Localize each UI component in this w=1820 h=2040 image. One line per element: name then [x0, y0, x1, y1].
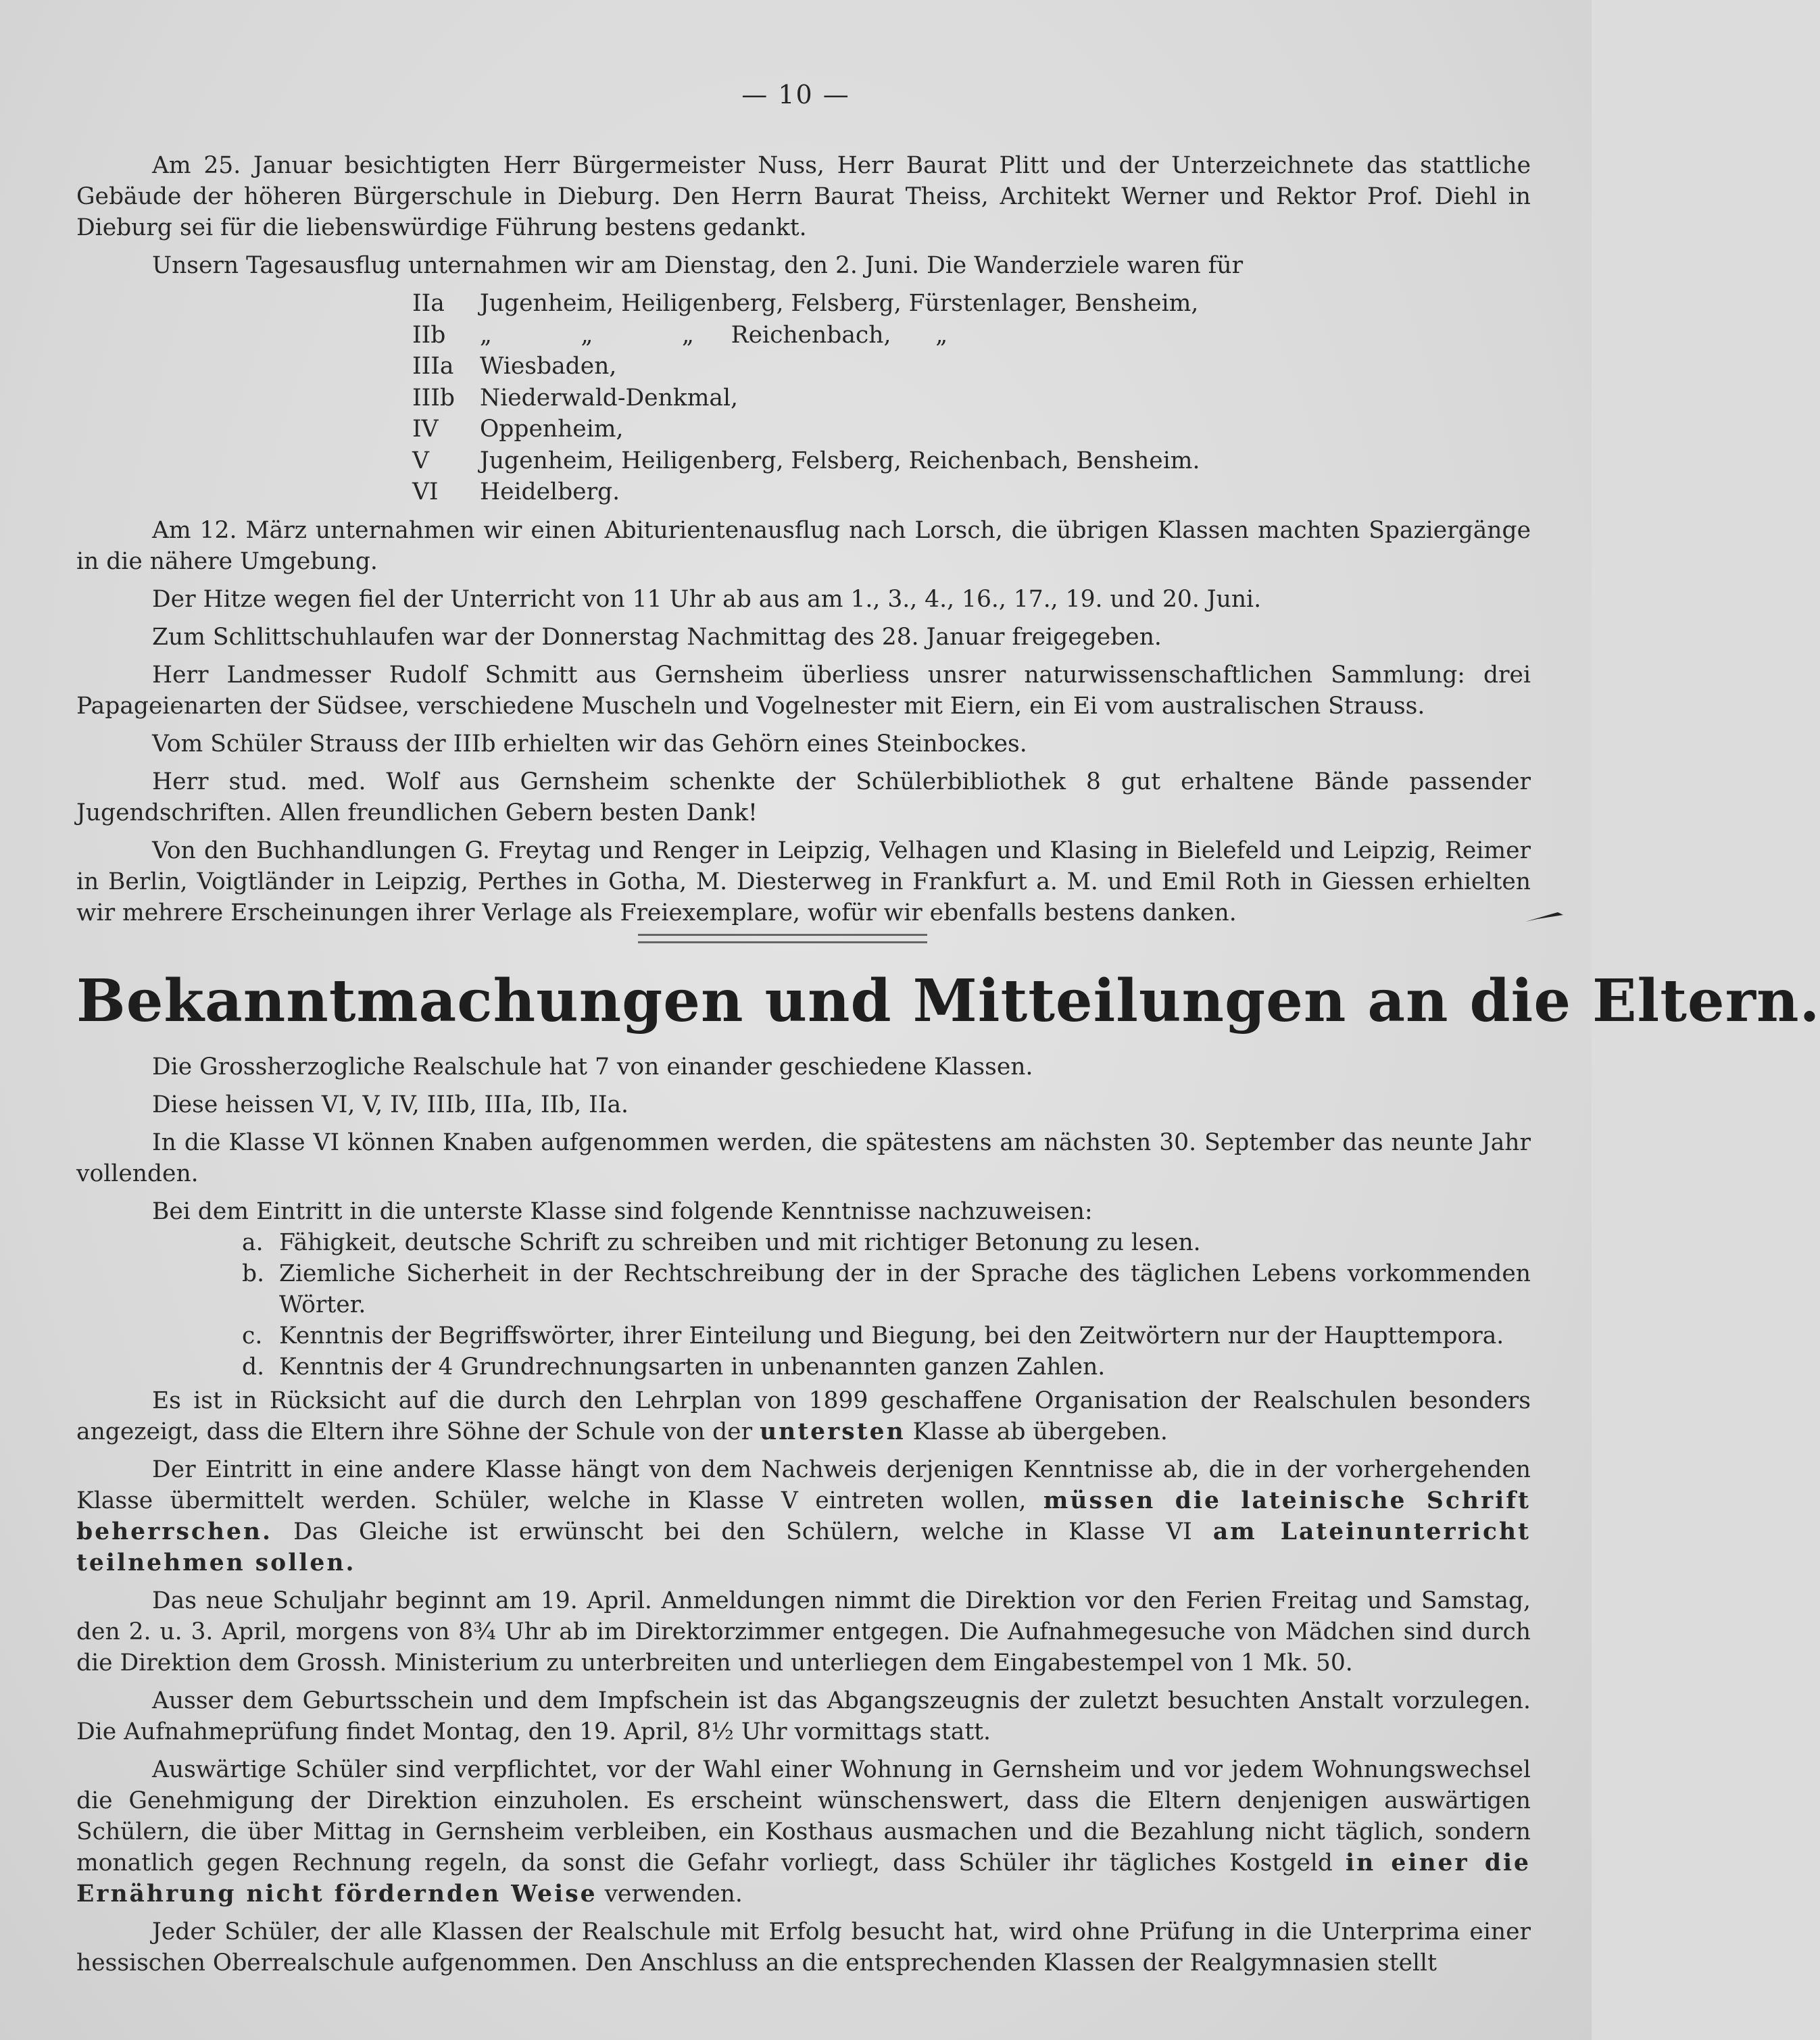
page-number: — 10 —: [741, 80, 850, 109]
paragraph-donation-collection: Herr Landmesser Rudolf Schmitt aus Gernsheim überliess unsrer naturwissenschaftlichen Sammlung: drei Papageienarten der Südsee, verschiedene Muscheln und Vogelnester mit Eiern, ein Ei vom australischen Strauss.: [76, 661, 1531, 720]
requirement-label: d.: [242, 1353, 265, 1380]
trip-class: IIIa: [412, 353, 454, 380]
paragraph-other-class-entry: [76, 1454, 1531, 1578]
text-run: Klasse ab übergeben.: [912, 1418, 1168, 1445]
paragraph-external-students: [76, 1754, 1531, 1910]
paragraph-abitur-trip: Am 12. März unternahmen wir einen Abiturientenausflug nach Lorsch, die übrigen Klassen machten Spaziergänge in die nähere Umgebung.: [76, 516, 1531, 575]
paragraph-requirements-intro: Bei dem Eintritt in die unterste Klasse sind folgende Kenntnisse nachzuweisen:: [152, 1198, 1093, 1225]
requirement-label: a.: [242, 1229, 264, 1256]
emphasis-text: in einer die Ernährung nicht fördernden Weise: [76, 1849, 1531, 1908]
parents-notice-section: [76, 1051, 1531, 1985]
trip-row: [412, 476, 1531, 508]
requirement-item: [76, 1320, 1531, 1351]
paragraph-dieburg-visit: Am 25. Januar besichtigten Herr Bürgermeister Nuss, Herr Baurat Plitt und der Unterzeichnete das stattliche Gebäude der höheren Bürgerschule in Dieburg. Den Herrn Baurat Theiss, Architekt Werner und Rektor Prof. Diehl in Dieburg sei für die liebenswürdige Führung bestens gedankt.: [76, 152, 1531, 241]
paragraph-curriculum: [76, 1385, 1531, 1447]
trip-class: V: [412, 447, 429, 474]
trip-destination: Jugenheim, Heiligenberg, Felsberg, Reichenbach, Bensheim.: [480, 447, 1200, 474]
trip-row: [412, 320, 1531, 351]
paragraph-heat-holiday: Der Hitze wegen fiel der Unterricht von 11 Uhr ab aus am 1., 3., 4., 16., 17., 19. und 20. Juni.: [152, 585, 1262, 613]
requirement-item: [76, 1258, 1531, 1320]
requirement-item: [76, 1351, 1531, 1383]
requirement-text: Ziemliche Sicherheit in der Rechtschreibung der in der Sprache des täglichen Lebens vorkommenden Wörter.: [279, 1260, 1531, 1318]
emphasis-text: am Lateinunterricht teilnehmen sollen.: [76, 1518, 1531, 1576]
text-run: Der Eintritt in eine andere Klasse hängt von dem Nachweis derjenigen Kenntnisse ab, die in der vorhergehenden Klasse übermittelt werden. Schüler, welche in Klasse V eintreten wollen,: [76, 1456, 1531, 1514]
trip-destination: Heidelberg.: [480, 478, 620, 505]
requirement-text: Kenntnis der 4 Grundrechnungsarten in unbenannten ganzen Zahlen.: [279, 1353, 1106, 1380]
trip-destination: „ „ „ Reichenbach, „: [480, 321, 948, 349]
trip-destination-list: [412, 288, 1531, 508]
trip-class: IIa: [412, 290, 445, 317]
trip-class: VI: [412, 478, 439, 505]
trip-class: IV: [412, 416, 439, 443]
requirement-item: [76, 1227, 1531, 1258]
trip-row: [412, 288, 1531, 320]
text-run: Auswärtige Schüler sind verpflichtet, vor der Wahl einer Wohnung in Gernsheim und vor jedem Wohnungswechsel die Genehmigung der Direktion einzuholen. Es erscheint wünschenswert, dass die Eltern denjenigen auswärtigen Schülern, die über Mittag in Gernsheim verbleiben, ein Kosthaus ausmachen und die Bezahlung nicht täglich, sondern monatlich gegen Rechnung regeln, da sonst die Gefahr vorliegt, dass Schüler ihr tägliches Kostgeld: [76, 1756, 1531, 1876]
paragraph-graduation: Jeder Schüler, der alle Klassen der Realschule mit Erfolg besucht hat, wird ohne Prüfung in die Unterprima einer hessischen Oberrealschule aufgenommen. Den Anschluss an die entsprechenden Klassen der Realgymnasien stellt: [76, 1918, 1531, 1976]
paragraph-skating: Zum Schlittschuhlaufen war der Donnerstag Nachmittag des 28. Januar freigegeben.: [152, 623, 1162, 651]
requirement-text: Kenntnis der Begriffswörter, ihrer Einteilung und Biegung, bei den Zeitwörtern nur der Haupttempora.: [279, 1322, 1504, 1349]
paragraph-donation-horns: Vom Schüler Strauss der IIIb erhielten wir das Gehörn eines Steinbockes.: [152, 730, 1027, 757]
paragraph-day-trip: Unsern Tagesausflug unternahmen wir am Dienstag, den 2. Juni. Die Wanderziele waren für: [152, 252, 1244, 279]
trip-class: IIIb: [412, 384, 455, 412]
trip-row: [412, 414, 1531, 445]
trip-destination: Jugenheim, Heiligenberg, Felsberg, Fürstenlager, Bensheim,: [480, 290, 1199, 317]
paragraph-classes: Die Grossherzogliche Realschule hat 7 von einander geschiedene Klassen.: [152, 1053, 1033, 1080]
text-run: Es ist in Rücksicht auf die durch den Lehrplan von 1899 geschaffene Organisation der Realschulen besonders angezeigt, dass die Eltern ihre Söhne der Schule von der: [76, 1387, 1531, 1445]
requirements-list: [76, 1227, 1531, 1383]
trip-destination: Oppenheim,: [480, 416, 624, 443]
trip-destination: Wiesbaden,: [480, 353, 617, 380]
paragraph-documents: Ausser dem Geburtsschein und dem Impfschein ist das Abgangszeugnis der zuletzt besuchten Anstalt vorzulegen. Die Aufnahmeprüfung findet Montag, den 19. April, 8½ Uhr vormittags statt.: [76, 1687, 1531, 1745]
text-run: verwenden.: [604, 1881, 743, 1908]
paragraph-donation-books: Herr stud. med. Wolf aus Gernsheim schenkte der Schülerbibliothek 8 gut erhaltene Bände passender Jugendschriften. Allen freundlichen Gebern besten Dank!: [76, 768, 1531, 826]
text-run: Das Gleiche ist erwünscht bei den Schülern, welche in Klasse VI: [293, 1518, 1192, 1545]
requirement-label: c.: [242, 1322, 263, 1349]
emphasis-text: untersten: [760, 1418, 906, 1445]
emphasis-text: müssen die lateinische Schrift beherrschen.: [76, 1487, 1531, 1545]
trip-row: [412, 351, 1531, 382]
paragraph-school-year: Das neue Schuljahr beginnt am 19. April. Anmeldungen nimmt die Direktion vor den Ferien Freitag und Samstag, den 2. u. 3. April, morgens von 8¾ Uhr ab im Direktorzimmer entgegen. Die Aufnahmegesuche von Mädchen sind durch die Direktion dem Grossh. Ministerium zu unterbreiten und unterliegen dem Eingabestempel von 1 Mk. 50.: [76, 1587, 1531, 1676]
ink-mark-icon: [1524, 911, 1565, 924]
trip-destination: Niederwald-Denkmal,: [480, 384, 738, 412]
paragraph-class-names: Diese heissen VI, V, IV, IIIb, IIIa, IIb, IIa.: [152, 1091, 629, 1118]
section-heading: Bekanntmachungen und Mitteilungen an die Eltern.: [76, 967, 1820, 1035]
paragraph-publishers: Von den Buchhandlungen G. Freytag und Renger in Leipzig, Velhagen und Klasing in Bielefeld und Leipzig, Reimer in Berlin, Voigtländer in Leipzig, Perthes in Gotha, M. Diesterweg in Frankfurt a. M. und Emil Roth in Giessen erhielten wir mehrere Erscheinungen ihrer Verlage als Freiexemplare, wofür wir ebenfalls bestens danken.: [76, 837, 1531, 926]
trip-row: [412, 445, 1531, 477]
school-chronicle-section: [76, 150, 1531, 935]
requirement-text: Fähigkeit, deutsche Schrift zu schreiben und mit richtiger Betonung zu lesen.: [279, 1229, 1201, 1256]
trip-class: IIb: [412, 321, 446, 349]
requirement-label: b.: [242, 1260, 265, 1287]
section-divider: [0, 934, 1592, 943]
paragraph-admission-age: In die Klasse VI können Knaben aufgenommen werden, die spätestens am nächsten 30. September das neunte Jahr vollenden.: [76, 1129, 1531, 1187]
trip-row: [412, 382, 1531, 414]
